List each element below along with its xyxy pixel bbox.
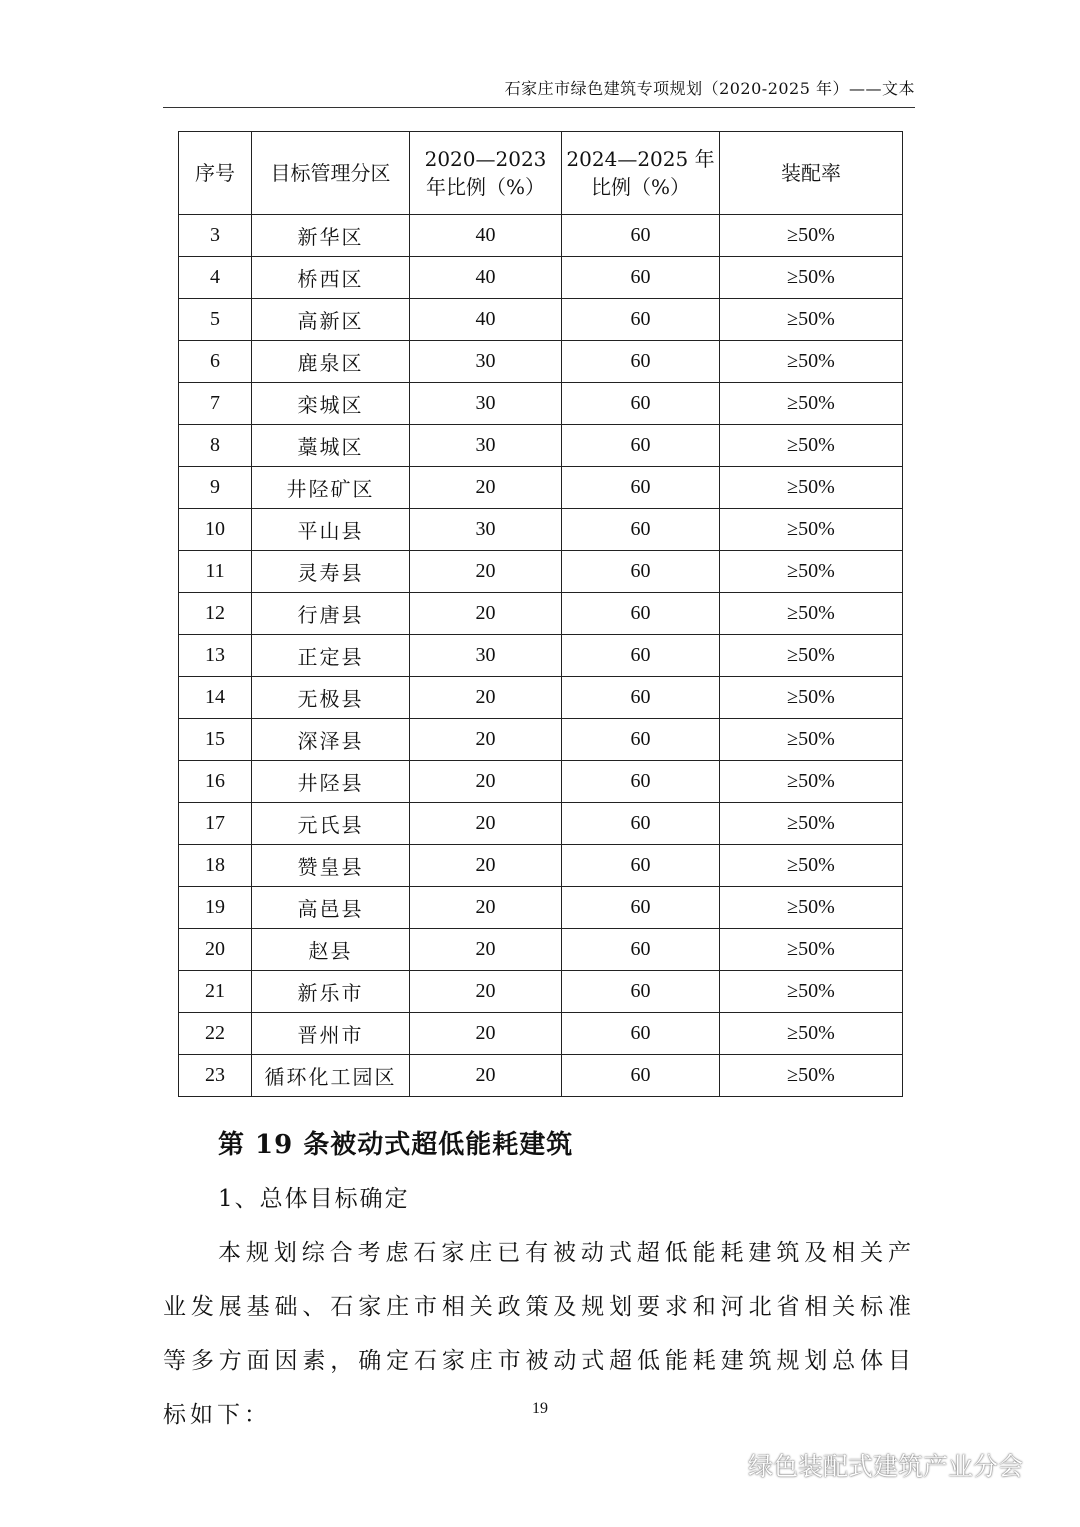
- cell-2024-2025: 60: [562, 887, 720, 929]
- cell-index: 4: [179, 257, 252, 299]
- page-number: 19: [532, 1400, 548, 1417]
- cell-index: 5: [179, 299, 252, 341]
- cell-2024-2025: 60: [562, 257, 720, 299]
- cell-assembly-rate: ≥50%: [720, 803, 903, 845]
- table-row: [179, 467, 903, 509]
- watermark-text: 绿色装配式建筑产业分会: [748, 1452, 1024, 1481]
- cell-zone: 高邑县: [252, 887, 410, 929]
- table-row: [179, 341, 903, 383]
- cell-zone: 无极县: [252, 677, 410, 719]
- cell-2020-2023: 40: [410, 257, 562, 299]
- cell-index: 6: [179, 341, 252, 383]
- cell-index: 11: [179, 551, 252, 593]
- cell-assembly-rate: ≥50%: [720, 887, 903, 929]
- table-header-row: [179, 132, 903, 215]
- table-row: [179, 425, 903, 467]
- cell-zone: 灵寿县: [252, 551, 410, 593]
- cell-2020-2023: 20: [410, 677, 562, 719]
- table-row: [179, 803, 903, 845]
- cell-2024-2025: 60: [562, 845, 720, 887]
- cell-index: 18: [179, 845, 252, 887]
- cell-2024-2025: 60: [562, 341, 720, 383]
- cell-assembly-rate: ≥50%: [720, 551, 903, 593]
- cell-zone: 平山县: [252, 509, 410, 551]
- cell-2020-2023: 20: [410, 929, 562, 971]
- cell-zone: 鹿泉区: [252, 341, 410, 383]
- cell-zone: 桥西区: [252, 257, 410, 299]
- cell-2024-2025: 60: [562, 467, 720, 509]
- cell-index: 20: [179, 929, 252, 971]
- table-row: [179, 215, 903, 257]
- cell-assembly-rate: ≥50%: [720, 341, 903, 383]
- target-ratio-table: [178, 131, 903, 1097]
- cell-index: 3: [179, 215, 252, 257]
- cell-zone: 正定县: [252, 635, 410, 677]
- cell-2020-2023: 40: [410, 299, 562, 341]
- cell-2024-2025: 60: [562, 425, 720, 467]
- cell-zone: 藁城区: [252, 425, 410, 467]
- col-header-2024-2025: 2024—2025 年 比例（%）: [562, 132, 720, 215]
- cell-zone: 新乐市: [252, 971, 410, 1013]
- table-row: [179, 1055, 903, 1097]
- cell-2024-2025: 60: [562, 383, 720, 425]
- cell-index: 7: [179, 383, 252, 425]
- cell-2024-2025: 60: [562, 971, 720, 1013]
- cell-2024-2025: 60: [562, 719, 720, 761]
- cell-2024-2025: 60: [562, 929, 720, 971]
- cell-index: 19: [179, 887, 252, 929]
- cell-2020-2023: 30: [410, 635, 562, 677]
- cell-assembly-rate: ≥50%: [720, 929, 903, 971]
- cell-assembly-rate: ≥50%: [720, 509, 903, 551]
- cell-2020-2023: 40: [410, 215, 562, 257]
- section-heading: 第 19 条被动式超低能耗建筑: [218, 1130, 574, 1160]
- cell-index: 8: [179, 425, 252, 467]
- section-subheading: 1、总体目标确定: [218, 1186, 410, 1212]
- table-row: [179, 299, 903, 341]
- cell-zone: 行唐县: [252, 593, 410, 635]
- cell-assembly-rate: ≥50%: [720, 215, 903, 257]
- cell-zone: 高新区: [252, 299, 410, 341]
- cell-2020-2023: 30: [410, 425, 562, 467]
- cell-2020-2023: 30: [410, 341, 562, 383]
- table-body: [179, 215, 903, 1097]
- table-row: [179, 761, 903, 803]
- cell-2020-2023: 20: [410, 803, 562, 845]
- cell-zone: 元氏县: [252, 803, 410, 845]
- cell-2024-2025: 60: [562, 299, 720, 341]
- table-row: [179, 719, 903, 761]
- cell-2024-2025: 60: [562, 215, 720, 257]
- cell-index: 23: [179, 1055, 252, 1097]
- cell-assembly-rate: ≥50%: [720, 845, 903, 887]
- wechat-icon: [706, 1450, 742, 1480]
- col-header-2020-2023: 2020—2023 年比例（%）: [410, 132, 562, 215]
- table-row: [179, 929, 903, 971]
- table-row: [179, 635, 903, 677]
- cell-2020-2023: 20: [410, 467, 562, 509]
- cell-2020-2023: 20: [410, 845, 562, 887]
- cell-zone: 晋州市: [252, 1013, 410, 1055]
- col-header-assembly-rate: 装配率: [720, 132, 903, 215]
- cell-2020-2023: 20: [410, 1055, 562, 1097]
- cell-zone: 赞皇县: [252, 845, 410, 887]
- table-row: [179, 971, 903, 1013]
- cell-zone: 栾城区: [252, 383, 410, 425]
- cell-assembly-rate: ≥50%: [720, 383, 903, 425]
- running-header: 石家庄市绿色建筑专项规划（2020-2025 年）——文本: [163, 76, 915, 108]
- cell-assembly-rate: ≥50%: [720, 425, 903, 467]
- cell-zone: 循环化工园区: [252, 1055, 410, 1097]
- table-row: [179, 887, 903, 929]
- cell-2020-2023: 20: [410, 761, 562, 803]
- cell-zone: 赵县: [252, 929, 410, 971]
- cell-2020-2023: 30: [410, 509, 562, 551]
- table-row: [179, 551, 903, 593]
- watermark: [706, 1447, 1023, 1483]
- cell-2024-2025: 60: [562, 1055, 720, 1097]
- cell-2024-2025: 60: [562, 635, 720, 677]
- cell-zone: 新华区: [252, 215, 410, 257]
- cell-assembly-rate: ≥50%: [720, 593, 903, 635]
- cell-assembly-rate: ≥50%: [720, 719, 903, 761]
- cell-index: 15: [179, 719, 252, 761]
- cell-2020-2023: 30: [410, 383, 562, 425]
- cell-2024-2025: 60: [562, 593, 720, 635]
- cell-assembly-rate: ≥50%: [720, 761, 903, 803]
- cell-2024-2025: 60: [562, 677, 720, 719]
- cell-assembly-rate: ≥50%: [720, 971, 903, 1013]
- cell-index: 12: [179, 593, 252, 635]
- cell-index: 16: [179, 761, 252, 803]
- cell-index: 21: [179, 971, 252, 1013]
- cell-2020-2023: 20: [410, 887, 562, 929]
- cell-index: 14: [179, 677, 252, 719]
- cell-assembly-rate: ≥50%: [720, 1055, 903, 1097]
- cell-2020-2023: 20: [410, 593, 562, 635]
- col-header-index: 序号: [179, 132, 252, 215]
- cell-index: 17: [179, 803, 252, 845]
- cell-assembly-rate: ≥50%: [720, 299, 903, 341]
- cell-index: 22: [179, 1013, 252, 1055]
- cell-assembly-rate: ≥50%: [720, 467, 903, 509]
- cell-zone: 井陉矿区: [252, 467, 410, 509]
- cell-2024-2025: 60: [562, 1013, 720, 1055]
- table-row: [179, 593, 903, 635]
- cell-2020-2023: 20: [410, 551, 562, 593]
- cell-2024-2025: 60: [562, 761, 720, 803]
- cell-index: 13: [179, 635, 252, 677]
- table-row: [179, 509, 903, 551]
- table-row: [179, 845, 903, 887]
- table-row: [179, 1013, 903, 1055]
- cell-zone: 深泽县: [252, 719, 410, 761]
- cell-2020-2023: 20: [410, 1013, 562, 1055]
- cell-assembly-rate: ≥50%: [720, 635, 903, 677]
- cell-2024-2025: 60: [562, 803, 720, 845]
- cell-2024-2025: 60: [562, 509, 720, 551]
- table-row: [179, 677, 903, 719]
- col-header-zone: 目标管理分区: [252, 132, 410, 215]
- cell-assembly-rate: ≥50%: [720, 257, 903, 299]
- cell-2020-2023: 20: [410, 719, 562, 761]
- cell-2020-2023: 20: [410, 971, 562, 1013]
- cell-index: 10: [179, 509, 252, 551]
- table-row: [179, 257, 903, 299]
- body-paragraph: 本规划综合考虑石家庄已有被动式超低能耗建筑及相关产业发展基础、石家庄市相关政策及规划要求和河北省相关标准等多方面因素，确定石家庄市被动式超低能耗建筑规划总体目标如下：: [163, 1240, 915, 1428]
- cell-assembly-rate: ≥50%: [720, 1013, 903, 1055]
- cell-assembly-rate: ≥50%: [720, 677, 903, 719]
- cell-index: 9: [179, 467, 252, 509]
- table-row: [179, 383, 903, 425]
- cell-2024-2025: 60: [562, 551, 720, 593]
- cell-zone: 井陉县: [252, 761, 410, 803]
